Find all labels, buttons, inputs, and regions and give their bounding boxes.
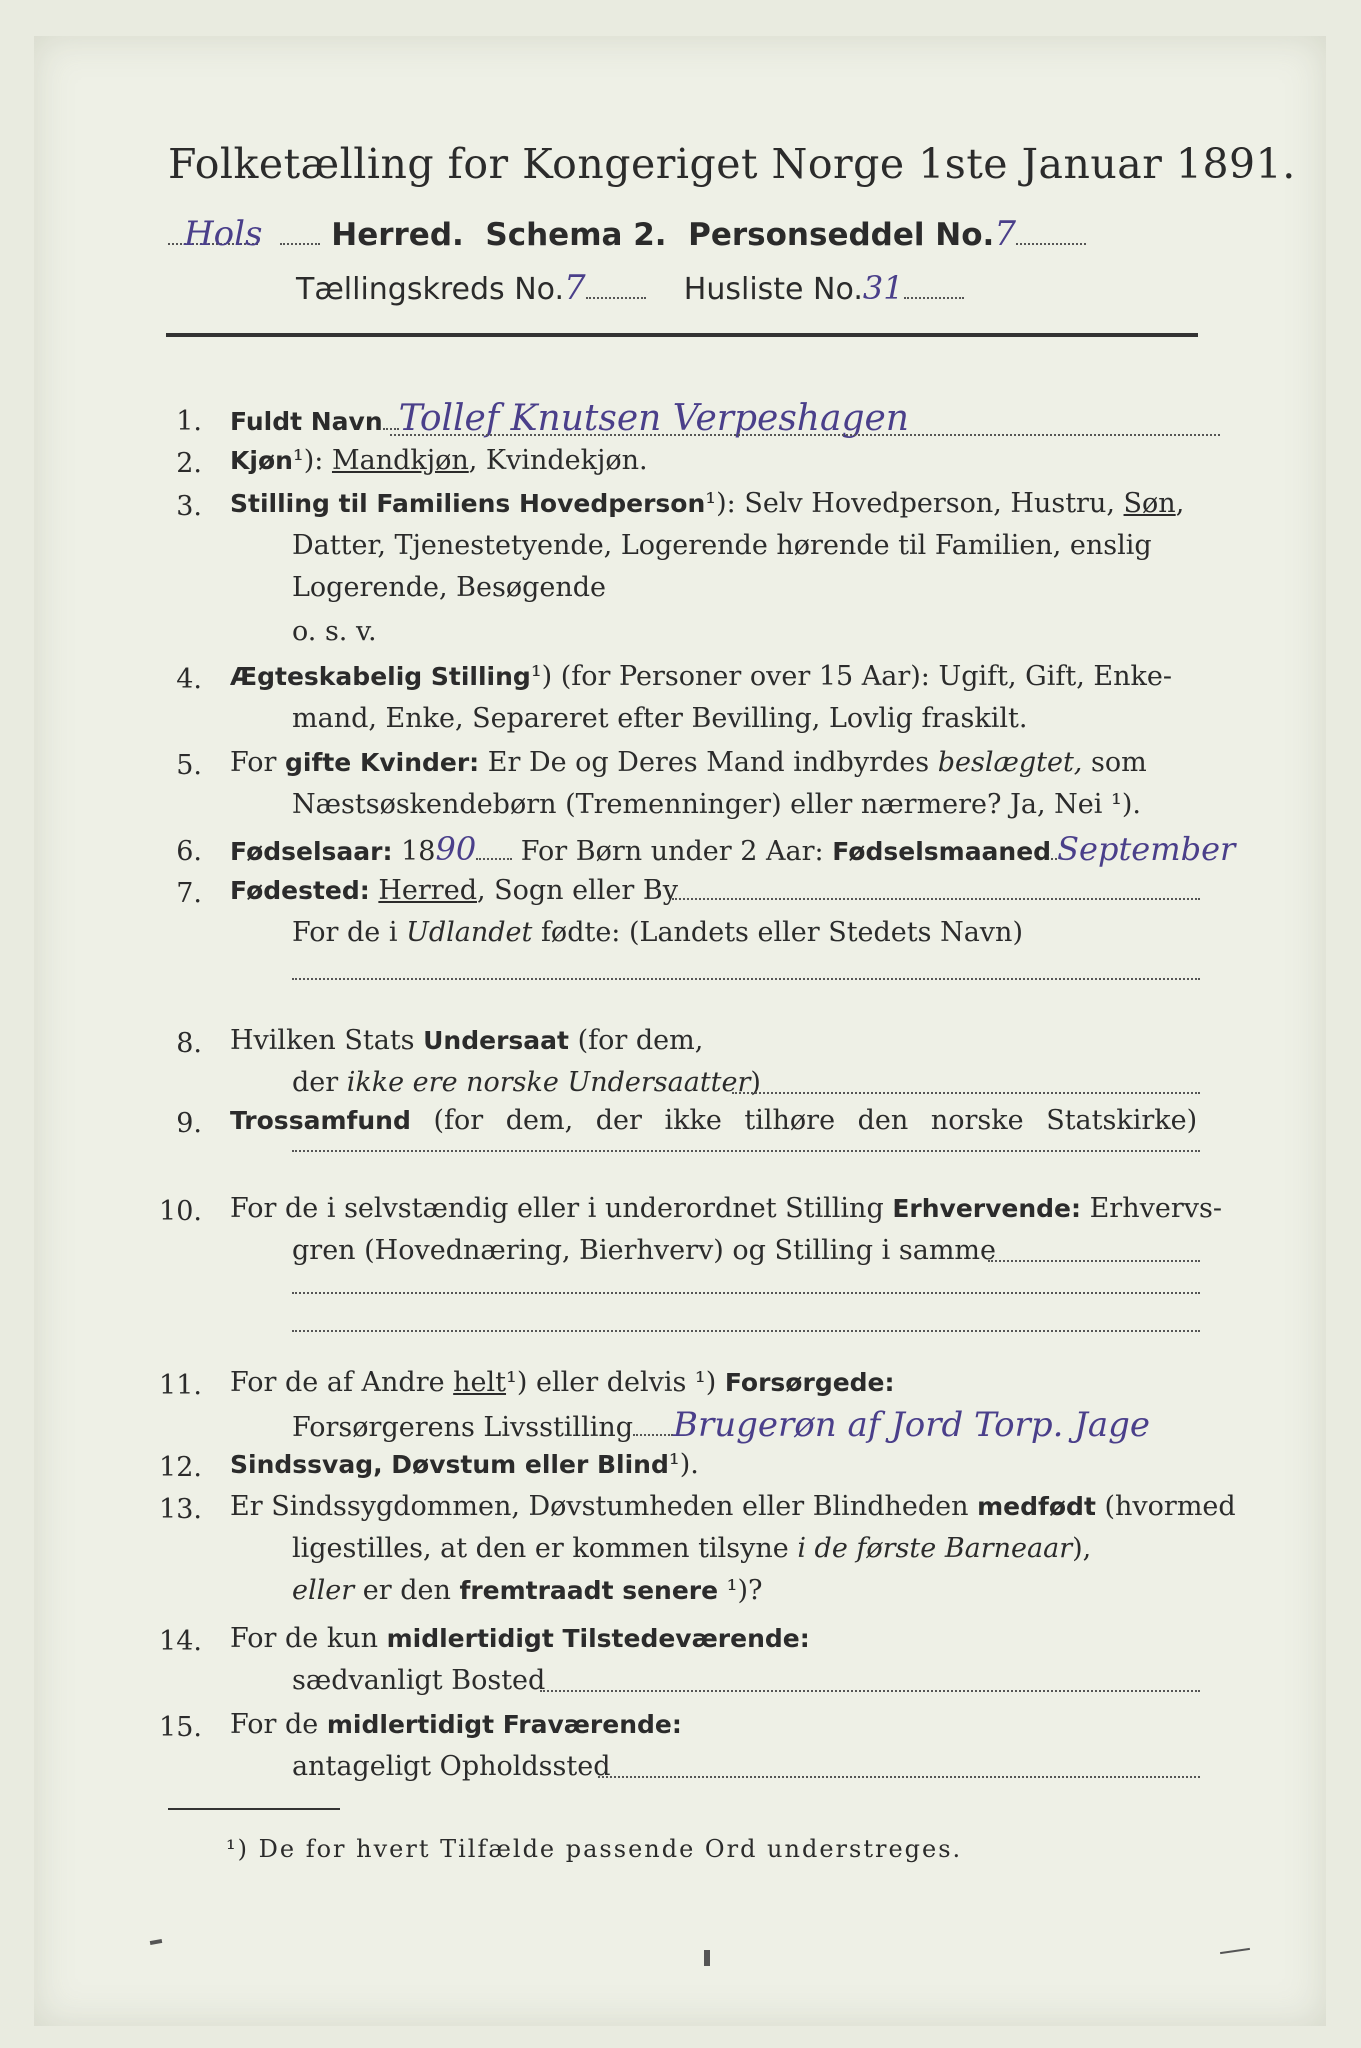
item-number: 6. — [176, 836, 202, 867]
item-number: 3. — [176, 491, 202, 522]
personseddel-label: Personseddel No. — [688, 217, 995, 253]
birthplace-selected: Herred — [378, 875, 477, 906]
item-text-line: Logerende, Besøgende — [292, 572, 606, 603]
item-family-position: Stilling til Familiens Hovedperson¹): Selv Hovedperson, Hustru, Søn, — [230, 488, 1185, 519]
item-text-line: For de i Udlandet fødte: (Landets eller Stedets Navn) — [292, 917, 1023, 948]
item-text-line: sædvanligt Bosted — [292, 1665, 546, 1696]
item-text-line: ligestilles, at den er kommen tilsyne i de første Barneaar), — [292, 1533, 1092, 1564]
item-gender: Kjøn¹): Mandkjøn, Kvindekjøn. — [230, 445, 648, 476]
item-text-line: Forsørgerens Livsstilling Brugerøn af Jord Torp. Jage — [292, 1405, 1150, 1445]
kreds-value: 7 — [564, 268, 586, 308]
footnote-rule — [168, 1808, 340, 1810]
item-text-line: antageligt Opholdssted — [292, 1751, 611, 1782]
item-number: 12. — [159, 1452, 202, 1483]
item-number: 11. — [159, 1370, 202, 1401]
item-number: 10. — [159, 1196, 202, 1227]
item-citizenship: Hvilken Stats Undersaat (for dem, — [230, 1025, 704, 1056]
header-rule — [166, 333, 1198, 337]
item-number: 4. — [176, 664, 202, 695]
item-supported: For de af Andre helt¹) eller delvis ¹) Forsørgede: — [230, 1367, 895, 1398]
item-number: 2. — [176, 448, 202, 479]
item-number: 13. — [159, 1494, 202, 1525]
herred-value: Hols — [184, 214, 263, 254]
husliste-label: Husliste No. — [683, 272, 863, 307]
birth-year-value: 90 — [435, 830, 477, 868]
supported-selected: helt — [453, 1367, 507, 1398]
item-text-line: mand, Enke, Separeret efter Bevilling, Lovlig fraskilt. — [292, 703, 1028, 734]
item-text-line: Datter, Tjenestetyende, Logerende hørende til Familien, enslig — [292, 530, 1152, 561]
item-congenital: Er Sindssygdommen, Døvstumheden eller Blindheden medfødt (hvormed — [230, 1491, 1236, 1522]
personseddel-value: 7 — [994, 214, 1016, 254]
family-position-selected: Søn — [1123, 488, 1176, 519]
full-name-value: Tollef Knutsen Verpeshagen — [398, 398, 909, 439]
footnote: ¹) De for hvert Tilfælde passende Ord understreges. — [226, 1835, 963, 1863]
item-occupation: For de i selvstændig eller i underordnet Stilling Erhvervende: Erhvervs- — [230, 1193, 1222, 1224]
item-full-name: Fuldt Navn Tollef Knutsen Verpeshagen — [230, 398, 909, 439]
herred-line — [168, 214, 1086, 254]
item-number: 14. — [159, 1626, 202, 1657]
scan-mark — [704, 1950, 710, 1966]
item-temporary-absent: For de midlertidigt Fraværende: — [230, 1709, 682, 1740]
provider-occupation-value: Brugerøn af Jord Torp. Jage — [673, 1405, 1150, 1445]
item-text-line: gren (Hovednæring, Bierhverv) og Stilling i samme — [292, 1235, 997, 1266]
item-text-line: o. s. v. — [292, 616, 377, 647]
item-number: 5. — [176, 750, 202, 781]
item-text-line: der ikke ere norske Undersaatter) — [292, 1067, 761, 1098]
item-marital-status: Ægteskabelig Stilling¹) (for Personer over 15 Aar): Ugift, Gift, Enke- — [230, 661, 1172, 692]
item-text-line: eller er den fremtraadt senere ¹)? — [292, 1575, 763, 1606]
item-text-line: Næstsøskendebørn (Tremenninger) eller nærmere? Ja, Nei ¹). — [292, 789, 1141, 820]
husliste-value: 31 — [862, 269, 904, 307]
kreds-line — [296, 268, 964, 308]
item-religion: Trossamfund (for dem, der ikke tilhøre den norske Statskirke) — [230, 1105, 1198, 1136]
item-number: 8. — [176, 1028, 202, 1059]
form-title: Folketælling for Kongeriget Norge 1ste Januar 1891. — [168, 140, 1296, 188]
herred-label: Herred. — [331, 217, 464, 253]
item-number: 15. — [159, 1712, 202, 1743]
item-birth-year: Fødselsaar: 1890 For Børn under 2 Aar: Fødselsmaaned September — [230, 830, 1236, 868]
schema-label: Schema 2. — [485, 217, 667, 253]
item-married-women: For gifte Kvinder: Er De og Deres Mand indbyrdes beslægtet, som — [230, 747, 1147, 778]
item-number: 7. — [176, 878, 202, 909]
item-disability: Sindssvag, Døvstum eller Blind¹). — [230, 1449, 699, 1480]
item-birthplace: Fødested: Herred, Sogn eller By — [230, 875, 678, 906]
item-number: 9. — [176, 1108, 202, 1139]
item-number: 1. — [176, 406, 202, 437]
gender-selected: Mandkjøn — [331, 445, 469, 476]
item-temporary-present: For de kun midlertidigt Tilstedeværende: — [230, 1623, 810, 1654]
birth-month-value: September — [1057, 830, 1236, 868]
kreds-label: Tællingskreds No. — [296, 272, 564, 307]
